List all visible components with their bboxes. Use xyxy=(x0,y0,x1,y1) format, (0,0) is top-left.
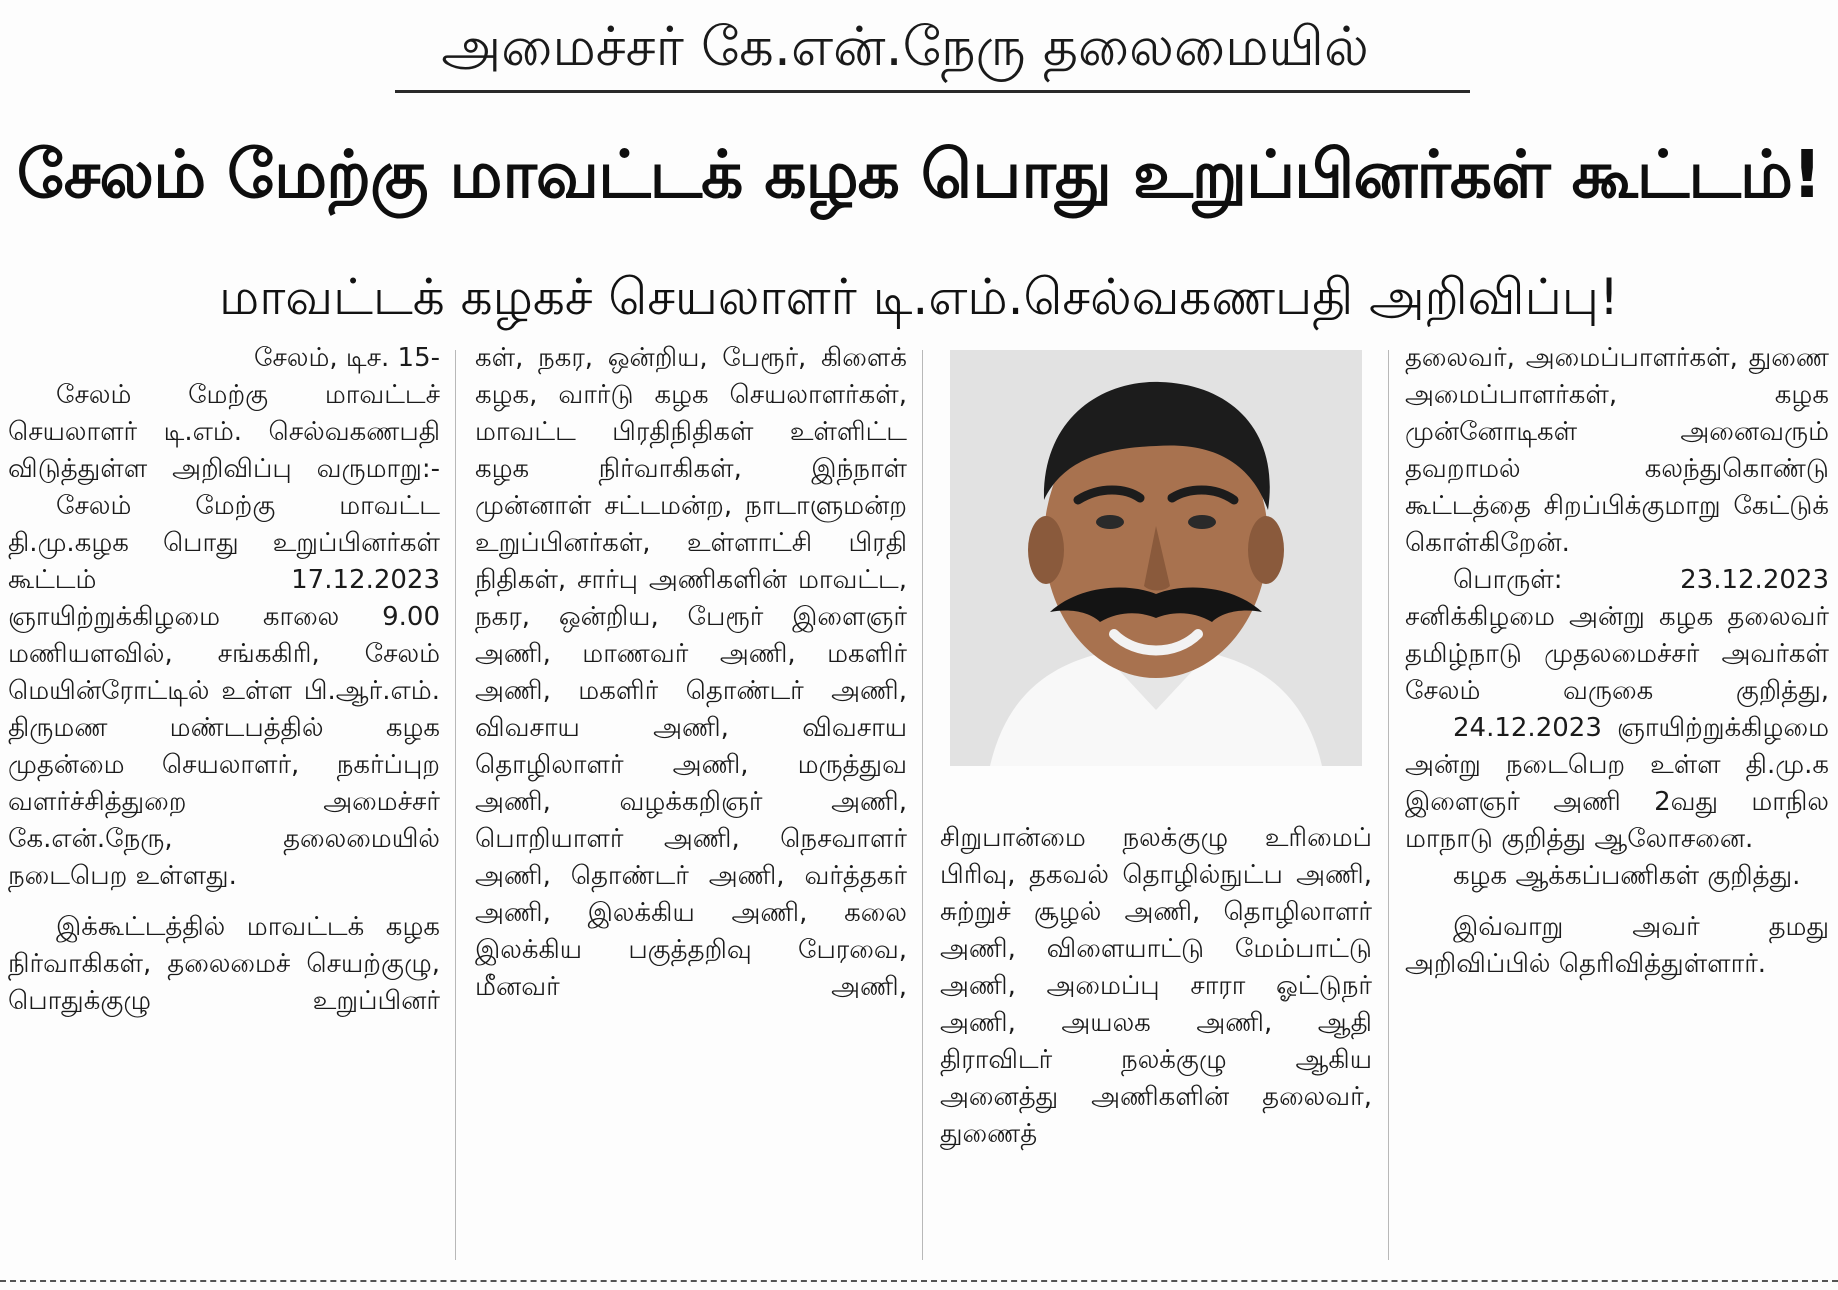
column-divider xyxy=(922,350,923,1260)
right-eye xyxy=(1188,515,1216,529)
body-paragraph: பொருள்: 23.12.2023 சனிக்கிழமை அன்று கழக தலைவர் தமிழ்நாடு முதலமைச்சர் அவர்கள் சேலம் வருகை குறித்து, xyxy=(1405,565,1829,706)
body-paragraph: கள், நகர, ஒன்றிய, பேரூர், கிளைக் கழக, வார்டு கழக செயலாளர்கள், மாவட்ட பிரதிநிதிகள் உள்ளிட்ட கழக நிர்வாகிகள், இந்நாள் முன்னாள் சட்டமன்ற, நாடாளுமன்ற உறுப்பினர்கள், உள்ளாட்சி பிரதி நிதிகள், சார்பு அணிகளின் மாவட்ட, நகர, ஒன்றிய, பேரூர் இளைஞர் அணி, மாணவர் அணி, மகளிர் அணி, மகளிர் தொண்டர் அணி, விவசாய அணி, விவசாய தொழிலாளர் அணி, மருத்துவ அணி, வழக்கறிஞர் அணி, பொறியாளர் அணி, நெசவாளர் அணி, தொண்டர் அணி, வர்த்தகர் அணி, இலக்கிய அணி, கலை இலக்கிய பகுத்தறிவு பேரவை, மீனவர் அணி, xyxy=(475,343,907,1002)
body-paragraph: சிறுபான்மை நலக்குழு உரிமைப் பிரிவு, தகவல் தொழில்நுட்ப அணி, சுற்றுச் சூழல் அணி, தொழிலாளர் அணி, விளையாட்டு மேம்பாட்டு அணி, அமைப்பு சாரா ஓட்டுநர் அணி, அயலக அணி, ஆதி திராவிடர் நலக்குழு ஆகிய அனைத்து அணிகளின் தலைவர், துணைத் xyxy=(940,823,1372,1149)
body-paragraph: இவ்வாறு அவர் தமது அறிவிப்பில் தெரிவித்துள்ளார். xyxy=(1405,912,1829,979)
body-paragraph: இக்கூட்டத்தில் மாவட்டக் கழக நிர்வாகிகள், தலைமைச் செயற்குழு, பொதுக்குழு உறுப்பினர் xyxy=(8,912,440,1016)
left-ear xyxy=(1028,516,1064,584)
right-ear xyxy=(1248,516,1284,584)
body-paragraph: 24.12.2023 ஞாயிற்றுக்கிழமை அன்று நடைபெற உள்ள தி.மு.க இளைஞர் அணி 2வது மாநில மாநாடு குறித்து ஆலோசனை. xyxy=(1405,713,1829,854)
article-column-1 xyxy=(8,340,440,1020)
article-column-4 xyxy=(1405,340,1829,983)
article-subheadline: மாவட்டக் கழகச் செயலாளர் டி.எம்.செல்வகணபதி அறிவிப்பு! xyxy=(218,268,1620,326)
column-divider xyxy=(1388,350,1389,1260)
article-column-2 xyxy=(475,340,907,1006)
page-bottom-rule xyxy=(0,1280,1838,1282)
dateline: சேலம், டிச. 15- xyxy=(254,343,440,373)
left-eye xyxy=(1096,515,1124,529)
column-divider xyxy=(455,350,456,1260)
portrait-photo xyxy=(950,350,1362,766)
portrait-illustration xyxy=(950,350,1362,766)
article-column-3 xyxy=(940,820,1372,1153)
body-paragraph: சேலம் மேற்கு மாவட்ட தி.மு.கழக பொது உறுப்பினர்கள் கூட்டம் 17.12.2023 ஞாயிற்றுக்கிழமை காலை 9.00 மணியளவில், சங்ககிரி, சேலம் மெயின்ரோட்டில் உள்ள பி.ஆர்.எம். திருமண மண்டபத்தில் கழக முதன்மை செயலாளர், நகர்ப்புற வளர்ச்சித்துறை அமைச்சர் கே.என்.நேரு, தலைமையில் நடைபெற உள்ளது. xyxy=(8,491,440,891)
body-paragraph: தலைவர், அமைப்பாளர்கள், துணை அமைப்பாளர்கள், கழக முன்னோடிகள் அனைவரும் தவறாமல் கலந்துகொண்டு கூட்டத்தை சிறப்பிக்குமாறு கேட்டுக் கொள்கிறேன். xyxy=(1405,343,1829,558)
article-kicker: அமைச்சர் கே.என்.நேரு தலைமையில் xyxy=(441,15,1369,78)
article-headline: சேலம் மேற்கு மாவட்டக் கழக பொது உறுப்பினர்கள் கூட்டம்! xyxy=(16,136,1822,213)
kicker-underline xyxy=(395,90,1470,93)
body-paragraph: சேலம் மேற்கு மாவட்டச் செயலாளர் டி.எம். செல்வகணபதி விடுத்துள்ள அறிவிப்பு வருமாறு:- xyxy=(8,380,440,484)
body-paragraph: கழக ஆக்கப்பணிகள் குறித்து. xyxy=(1453,861,1801,891)
